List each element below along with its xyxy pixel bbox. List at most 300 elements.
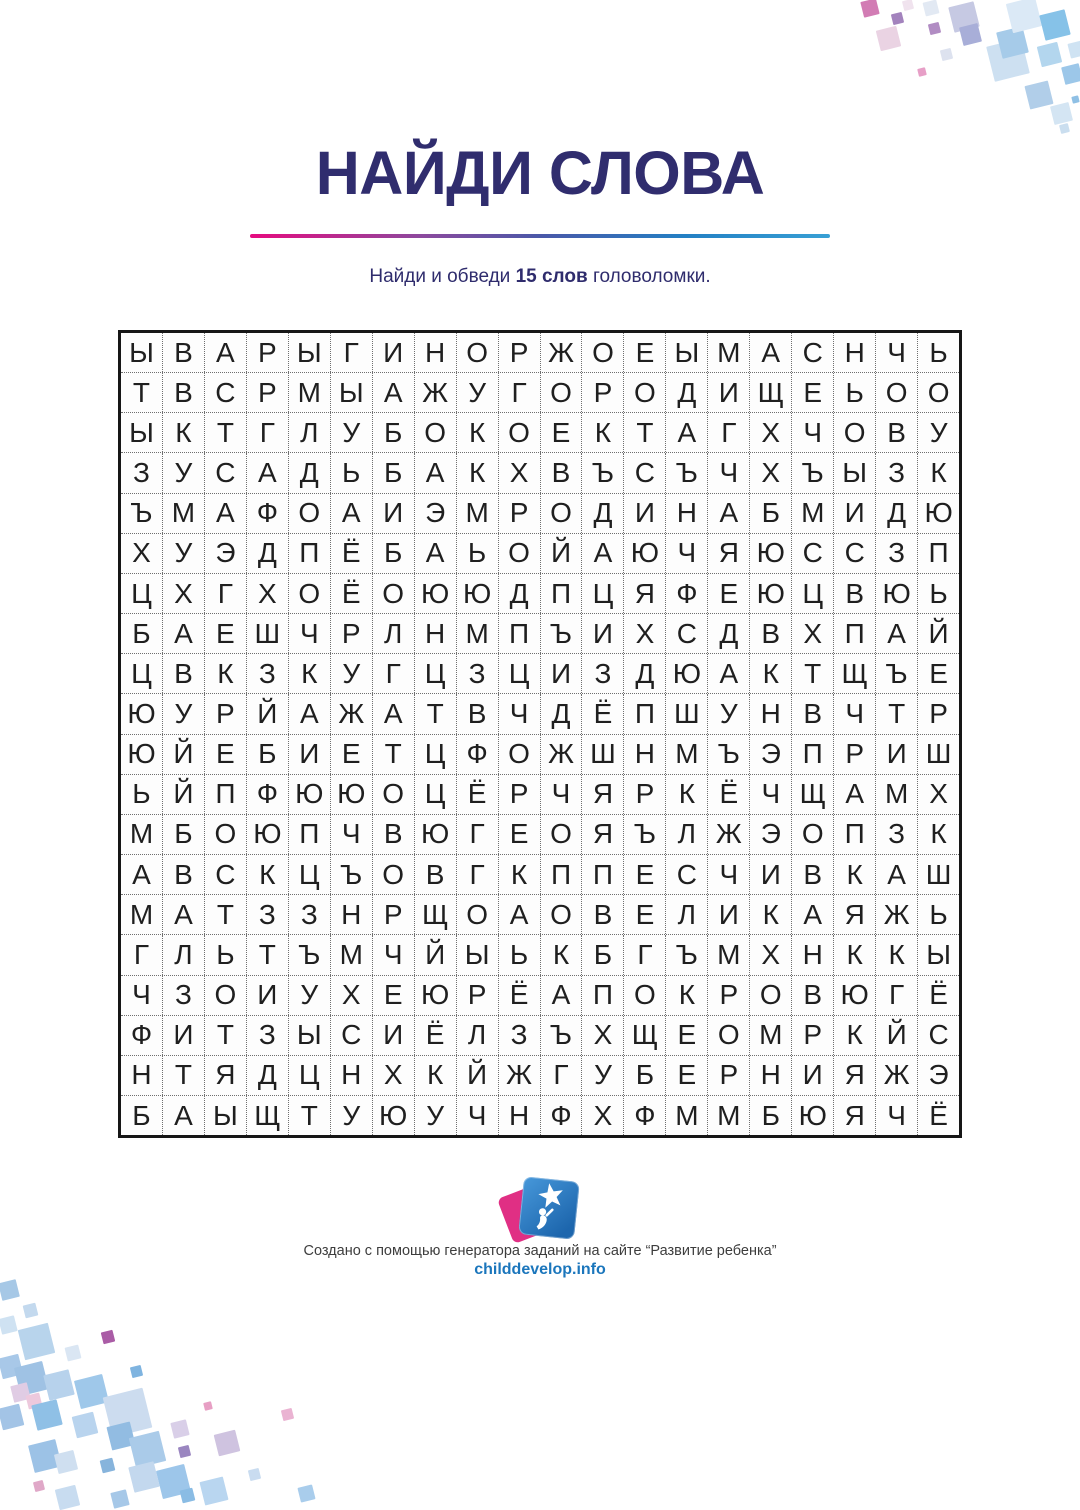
- grid-cell[interactable]: Ц: [499, 654, 541, 693]
- grid-cell[interactable]: У: [331, 1096, 373, 1135]
- grid-cell[interactable]: Ч: [876, 1096, 918, 1135]
- grid-cell[interactable]: Р: [708, 1056, 750, 1095]
- grid-cell[interactable]: И: [373, 1016, 415, 1055]
- grid-cell[interactable]: В: [373, 815, 415, 854]
- grid-cell[interactable]: О: [499, 413, 541, 452]
- grid-cell[interactable]: Ц: [121, 654, 163, 693]
- grid-cell[interactable]: Й: [415, 935, 457, 974]
- grid-cell[interactable]: Ч: [331, 815, 373, 854]
- grid-cell[interactable]: Ч: [666, 534, 708, 573]
- grid-cell[interactable]: И: [582, 614, 624, 653]
- grid-cell[interactable]: Ц: [792, 574, 834, 613]
- grid-cell[interactable]: Ц: [121, 574, 163, 613]
- grid-cell[interactable]: Ю: [121, 694, 163, 733]
- grid-cell[interactable]: З: [247, 654, 289, 693]
- grid-cell[interactable]: Ъ: [876, 654, 918, 693]
- grid-cell[interactable]: Щ: [415, 895, 457, 934]
- grid-cell[interactable]: Щ: [750, 373, 792, 412]
- site-link[interactable]: childdevelop.info: [474, 1261, 606, 1278]
- grid-cell[interactable]: Ж: [541, 333, 583, 372]
- grid-cell[interactable]: У: [331, 654, 373, 693]
- grid-cell[interactable]: М: [163, 494, 205, 533]
- grid-cell[interactable]: Р: [499, 333, 541, 372]
- grid-cell[interactable]: Д: [624, 654, 666, 693]
- grid-cell[interactable]: К: [876, 935, 918, 974]
- grid-cell[interactable]: Щ: [247, 1096, 289, 1135]
- grid-cell[interactable]: С: [205, 855, 247, 894]
- grid-cell[interactable]: Д: [247, 1056, 289, 1095]
- grid-cell[interactable]: А: [499, 895, 541, 934]
- grid-cell[interactable]: Х: [373, 1056, 415, 1095]
- grid-cell[interactable]: Ь: [929, 577, 948, 609]
- grid-cell[interactable]: Е: [624, 855, 666, 894]
- grid-cell[interactable]: З: [876, 534, 918, 573]
- grid-cell[interactable]: Н: [415, 333, 457, 372]
- grid-cell[interactable]: Г: [624, 935, 666, 974]
- grid-cell[interactable]: Р: [499, 775, 541, 814]
- grid-cell[interactable]: Я: [205, 1056, 247, 1095]
- grid-cell[interactable]: Б: [121, 1096, 163, 1135]
- grid-cell[interactable]: К: [163, 413, 205, 452]
- grid-cell[interactable]: О: [205, 976, 247, 1015]
- grid-cell[interactable]: Ъ: [792, 453, 834, 492]
- grid-cell[interactable]: О: [457, 333, 499, 372]
- grid-cell[interactable]: Ъ: [582, 453, 624, 492]
- grid-cell[interactable]: Ш: [247, 614, 289, 653]
- grid-cell[interactable]: Х: [792, 614, 834, 653]
- grid-cell[interactable]: Х: [750, 453, 792, 492]
- grid-cell[interactable]: Ч: [499, 694, 541, 733]
- grid-cell[interactable]: Ё: [708, 775, 750, 814]
- grid-cell[interactable]: Э: [750, 735, 792, 774]
- grid-cell[interactable]: Ч: [876, 333, 918, 372]
- grid-cell[interactable]: Р: [373, 895, 415, 934]
- grid-cell[interactable]: Щ: [834, 654, 876, 693]
- grid-cell[interactable]: Х: [121, 534, 163, 573]
- grid-cell[interactable]: Д: [541, 694, 583, 733]
- grid-cell[interactable]: Ц: [415, 654, 457, 693]
- grid-cell[interactable]: Р: [499, 494, 541, 533]
- grid-cell[interactable]: Х: [247, 574, 289, 613]
- grid-cell[interactable]: Г: [457, 815, 499, 854]
- grid-cell[interactable]: З: [499, 1016, 541, 1055]
- grid-cell[interactable]: А: [331, 494, 373, 533]
- grid-cell[interactable]: А: [121, 855, 163, 894]
- grid-cell[interactable]: Э: [415, 494, 457, 533]
- grid-cell[interactable]: Р: [834, 735, 876, 774]
- grid-cell[interactable]: Ы: [121, 413, 163, 452]
- grid-cell[interactable]: Ы: [457, 935, 499, 974]
- grid-cell[interactable]: К: [930, 457, 947, 489]
- grid-cell[interactable]: Ш: [925, 738, 952, 770]
- grid-cell[interactable]: Ъ: [541, 614, 583, 653]
- grid-cell[interactable]: И: [373, 494, 415, 533]
- grid-cell[interactable]: Ь: [499, 935, 541, 974]
- grid-cell[interactable]: Б: [373, 534, 415, 573]
- grid-cell[interactable]: Л: [457, 1016, 499, 1055]
- grid-cell[interactable]: О: [205, 815, 247, 854]
- grid-cell[interactable]: А: [834, 775, 876, 814]
- grid-cell[interactable]: Ю: [415, 574, 457, 613]
- grid-cell[interactable]: Х: [624, 614, 666, 653]
- grid-cell[interactable]: Д: [708, 614, 750, 653]
- grid-cell[interactable]: Ф: [247, 494, 289, 533]
- grid-cell[interactable]: В: [834, 574, 876, 613]
- grid-cell[interactable]: М: [666, 735, 708, 774]
- grid-cell[interactable]: П: [541, 855, 583, 894]
- grid-cell[interactable]: О: [834, 413, 876, 452]
- grid-cell[interactable]: З: [457, 654, 499, 693]
- grid-cell[interactable]: П: [499, 614, 541, 653]
- grid-cell[interactable]: В: [792, 694, 834, 733]
- grid-cell[interactable]: Е: [929, 657, 948, 689]
- grid-cell[interactable]: Б: [121, 614, 163, 653]
- grid-cell[interactable]: Н: [792, 935, 834, 974]
- grid-cell[interactable]: Ч: [373, 935, 415, 974]
- grid-cell[interactable]: В: [792, 976, 834, 1015]
- grid-cell[interactable]: Ю: [792, 1096, 834, 1135]
- grid-cell[interactable]: Ю: [415, 815, 457, 854]
- grid-cell[interactable]: Ш: [582, 735, 624, 774]
- grid-cell[interactable]: Е: [541, 413, 583, 452]
- grid-cell[interactable]: Т: [876, 694, 918, 733]
- grid-cell[interactable]: С: [666, 614, 708, 653]
- grid-cell[interactable]: О: [541, 373, 583, 412]
- grid-cell[interactable]: Н: [331, 1056, 373, 1095]
- grid-cell[interactable]: А: [792, 895, 834, 934]
- grid-cell[interactable]: Д: [582, 494, 624, 533]
- grid-cell[interactable]: Д: [876, 494, 918, 533]
- grid-cell[interactable]: Ф: [541, 1096, 583, 1135]
- grid-cell[interactable]: Я: [834, 895, 876, 934]
- grid-cell[interactable]: Ь: [929, 898, 948, 930]
- grid-cell[interactable]: Ё: [331, 574, 373, 613]
- grid-cell[interactable]: Ы: [205, 1096, 247, 1135]
- grid-cell[interactable]: Ы: [666, 333, 708, 372]
- grid-cell[interactable]: Р: [708, 976, 750, 1015]
- grid-cell[interactable]: К: [750, 895, 792, 934]
- grid-cell[interactable]: Ж: [499, 1056, 541, 1095]
- grid-cell[interactable]: К: [834, 855, 876, 894]
- grid-cell[interactable]: К: [289, 654, 331, 693]
- grid-cell[interactable]: Д: [499, 574, 541, 613]
- grid-cell[interactable]: Б: [582, 935, 624, 974]
- grid-cell[interactable]: Ю: [750, 574, 792, 613]
- grid-cell[interactable]: Ъ: [541, 1016, 583, 1055]
- grid-cell[interactable]: У: [929, 416, 948, 448]
- grid-cell[interactable]: П: [928, 537, 949, 569]
- grid-cell[interactable]: К: [205, 654, 247, 693]
- grid-cell[interactable]: М: [666, 1096, 708, 1135]
- grid-cell[interactable]: Ж: [415, 373, 457, 412]
- grid-cell[interactable]: Т: [121, 373, 163, 412]
- grid-cell[interactable]: Э: [750, 815, 792, 854]
- grid-cell[interactable]: К: [930, 818, 947, 850]
- grid-cell[interactable]: М: [289, 373, 331, 412]
- grid-cell[interactable]: В: [541, 453, 583, 492]
- grid-cell[interactable]: Э: [205, 534, 247, 573]
- grid-cell[interactable]: Б: [750, 1096, 792, 1135]
- grid-cell[interactable]: Т: [792, 654, 834, 693]
- grid-cell[interactable]: Ч: [289, 614, 331, 653]
- grid-cell[interactable]: Ь: [205, 935, 247, 974]
- grid-cell[interactable]: Л: [289, 413, 331, 452]
- grid-cell[interactable]: Р: [205, 694, 247, 733]
- grid-cell[interactable]: К: [499, 855, 541, 894]
- grid-cell[interactable]: Н: [121, 1056, 163, 1095]
- grid-cell[interactable]: Ж: [708, 815, 750, 854]
- grid-cell[interactable]: Ф: [624, 1096, 666, 1135]
- grid-cell[interactable]: А: [205, 494, 247, 533]
- grid-cell[interactable]: Ю: [624, 534, 666, 573]
- grid-cell[interactable]: П: [624, 694, 666, 733]
- grid-cell[interactable]: Т: [415, 694, 457, 733]
- grid-cell[interactable]: У: [163, 694, 205, 733]
- grid-cell[interactable]: С: [792, 333, 834, 372]
- grid-cell[interactable]: Ъ: [666, 453, 708, 492]
- grid-cell[interactable]: П: [289, 815, 331, 854]
- grid-cell[interactable]: Б: [750, 494, 792, 533]
- grid-cell[interactable]: Ё: [499, 976, 541, 1015]
- grid-cell[interactable]: Ч: [834, 694, 876, 733]
- grid-cell[interactable]: С: [666, 855, 708, 894]
- grid-cell[interactable]: Ч: [792, 413, 834, 452]
- grid-cell[interactable]: Ё: [331, 534, 373, 573]
- grid-cell[interactable]: Я: [834, 1056, 876, 1095]
- grid-cell[interactable]: А: [163, 614, 205, 653]
- grid-cell[interactable]: Ф: [121, 1016, 163, 1055]
- grid-cell[interactable]: Г: [121, 935, 163, 974]
- grid-cell[interactable]: Р: [624, 775, 666, 814]
- grid-cell[interactable]: Н: [666, 494, 708, 533]
- grid-cell[interactable]: Ц: [415, 775, 457, 814]
- grid-cell[interactable]: Г: [708, 413, 750, 452]
- grid-cell[interactable]: Ё: [582, 694, 624, 733]
- grid-cell[interactable]: Е: [708, 574, 750, 613]
- grid-cell[interactable]: К: [457, 413, 499, 452]
- grid-cell[interactable]: П: [289, 534, 331, 573]
- grid-cell[interactable]: Т: [624, 413, 666, 452]
- grid-cell[interactable]: Ю: [247, 815, 289, 854]
- grid-cell[interactable]: В: [163, 373, 205, 412]
- grid-cell[interactable]: Г: [876, 976, 918, 1015]
- grid-cell[interactable]: О: [289, 574, 331, 613]
- grid-cell[interactable]: Г: [541, 1056, 583, 1095]
- grid-cell[interactable]: С: [928, 1019, 949, 1051]
- grid-cell[interactable]: Щ: [624, 1016, 666, 1055]
- grid-cell[interactable]: Л: [163, 935, 205, 974]
- grid-cell[interactable]: Ы: [331, 373, 373, 412]
- grid-cell[interactable]: А: [415, 453, 457, 492]
- grid-cell[interactable]: М: [750, 1016, 792, 1055]
- grid-cell[interactable]: У: [415, 1096, 457, 1135]
- grid-cell[interactable]: А: [415, 534, 457, 573]
- grid-cell[interactable]: Ч: [121, 976, 163, 1015]
- grid-cell[interactable]: Ё: [929, 979, 948, 1011]
- grid-cell[interactable]: А: [708, 654, 750, 693]
- grid-cell[interactable]: А: [750, 333, 792, 372]
- grid-cell[interactable]: М: [708, 333, 750, 372]
- grid-cell[interactable]: Ш: [925, 858, 952, 890]
- grid-cell[interactable]: Е: [792, 373, 834, 412]
- grid-cell[interactable]: У: [708, 694, 750, 733]
- grid-cell[interactable]: Й: [876, 1016, 918, 1055]
- grid-cell[interactable]: К: [750, 654, 792, 693]
- grid-cell[interactable]: Й: [247, 694, 289, 733]
- grid-cell[interactable]: О: [415, 413, 457, 452]
- grid-cell[interactable]: А: [289, 694, 331, 733]
- grid-cell[interactable]: Л: [373, 614, 415, 653]
- grid-cell[interactable]: Ы: [289, 1016, 331, 1055]
- grid-cell[interactable]: З: [247, 895, 289, 934]
- grid-cell[interactable]: Ё: [929, 1099, 948, 1131]
- grid-cell[interactable]: Ь: [121, 775, 163, 814]
- grid-cell[interactable]: Н: [750, 694, 792, 733]
- grid-cell[interactable]: Н: [499, 1096, 541, 1135]
- grid-cell[interactable]: М: [708, 935, 750, 974]
- grid-cell[interactable]: А: [373, 694, 415, 733]
- grid-cell[interactable]: Ж: [876, 895, 918, 934]
- grid-cell[interactable]: Ч: [457, 1096, 499, 1135]
- grid-cell[interactable]: И: [624, 494, 666, 533]
- grid-cell[interactable]: И: [708, 373, 750, 412]
- grid-cell[interactable]: К: [582, 413, 624, 452]
- grid-cell[interactable]: Н: [331, 895, 373, 934]
- grid-cell[interactable]: О: [708, 1016, 750, 1055]
- grid-cell[interactable]: К: [666, 976, 708, 1015]
- grid-cell[interactable]: Ю: [457, 574, 499, 613]
- grid-cell[interactable]: Б: [247, 735, 289, 774]
- grid-cell[interactable]: К: [666, 775, 708, 814]
- grid-cell[interactable]: Р: [247, 333, 289, 372]
- grid-cell[interactable]: Е: [331, 735, 373, 774]
- grid-cell[interactable]: Ф: [247, 775, 289, 814]
- grid-cell[interactable]: Н: [834, 333, 876, 372]
- grid-cell[interactable]: М: [792, 494, 834, 533]
- grid-cell[interactable]: Ь: [929, 336, 948, 368]
- grid-cell[interactable]: Ы: [834, 453, 876, 492]
- grid-cell[interactable]: Т: [205, 895, 247, 934]
- grid-cell[interactable]: Ц: [415, 735, 457, 774]
- grid-cell[interactable]: Ю: [415, 976, 457, 1015]
- grid-cell[interactable]: А: [708, 494, 750, 533]
- grid-cell[interactable]: Т: [205, 413, 247, 452]
- grid-cell[interactable]: У: [289, 976, 331, 1015]
- grid-cell[interactable]: Ъ: [121, 494, 163, 533]
- grid-cell[interactable]: Я: [708, 534, 750, 573]
- grid-cell[interactable]: Ъ: [708, 735, 750, 774]
- grid-cell[interactable]: О: [582, 333, 624, 372]
- grid-cell[interactable]: Х: [750, 413, 792, 452]
- grid-cell[interactable]: М: [457, 614, 499, 653]
- grid-cell[interactable]: Ё: [457, 775, 499, 814]
- grid-cell[interactable]: У: [457, 373, 499, 412]
- grid-cell[interactable]: Й: [457, 1056, 499, 1095]
- grid-cell[interactable]: Й: [163, 735, 205, 774]
- grid-cell[interactable]: И: [750, 855, 792, 894]
- grid-cell[interactable]: Ъ: [624, 815, 666, 854]
- grid-cell[interactable]: А: [205, 333, 247, 372]
- grid-cell[interactable]: С: [205, 373, 247, 412]
- grid-cell[interactable]: А: [876, 855, 918, 894]
- grid-cell[interactable]: Л: [666, 895, 708, 934]
- grid-cell[interactable]: Я: [582, 775, 624, 814]
- grid-cell[interactable]: Ё: [415, 1016, 457, 1055]
- grid-cell[interactable]: Ш: [666, 694, 708, 733]
- grid-cell[interactable]: И: [834, 494, 876, 533]
- grid-cell[interactable]: Х: [499, 453, 541, 492]
- grid-cell[interactable]: З: [876, 815, 918, 854]
- grid-cell[interactable]: О: [541, 895, 583, 934]
- grid-cell[interactable]: Д: [666, 373, 708, 412]
- grid-cell[interactable]: Ю: [834, 976, 876, 1015]
- grid-cell[interactable]: О: [373, 574, 415, 613]
- grid-cell[interactable]: Р: [792, 1016, 834, 1055]
- grid-cell[interactable]: Ь: [834, 373, 876, 412]
- grid-cell[interactable]: З: [163, 976, 205, 1015]
- grid-cell[interactable]: З: [247, 1016, 289, 1055]
- grid-cell[interactable]: У: [163, 453, 205, 492]
- grid-cell[interactable]: Ы: [121, 333, 163, 372]
- grid-cell[interactable]: Б: [373, 413, 415, 452]
- grid-cell[interactable]: Н: [750, 1056, 792, 1095]
- grid-cell[interactable]: Г: [373, 654, 415, 693]
- grid-cell[interactable]: Л: [666, 815, 708, 854]
- grid-cell[interactable]: О: [792, 815, 834, 854]
- grid-cell[interactable]: М: [457, 494, 499, 533]
- grid-cell[interactable]: Ь: [331, 453, 373, 492]
- grid-cell[interactable]: Г: [247, 413, 289, 452]
- grid-cell[interactable]: К: [457, 453, 499, 492]
- grid-cell[interactable]: И: [247, 976, 289, 1015]
- grid-cell[interactable]: Х: [331, 976, 373, 1015]
- grid-cell[interactable]: А: [373, 373, 415, 412]
- grid-cell[interactable]: Ь: [457, 534, 499, 573]
- grid-cell[interactable]: Я: [624, 574, 666, 613]
- grid-cell[interactable]: А: [163, 1096, 205, 1135]
- grid-cell[interactable]: С: [792, 534, 834, 573]
- grid-cell[interactable]: О: [541, 494, 583, 533]
- grid-cell[interactable]: Г: [205, 574, 247, 613]
- grid-cell[interactable]: Ж: [541, 735, 583, 774]
- grid-cell[interactable]: Е: [666, 1016, 708, 1055]
- grid-cell[interactable]: З: [876, 453, 918, 492]
- grid-cell[interactable]: Щ: [792, 775, 834, 814]
- grid-cell[interactable]: П: [834, 614, 876, 653]
- grid-cell[interactable]: Ц: [289, 1056, 331, 1095]
- grid-cell[interactable]: А: [666, 413, 708, 452]
- grid-cell[interactable]: Ъ: [289, 935, 331, 974]
- grid-cell[interactable]: Н: [624, 735, 666, 774]
- grid-cell[interactable]: Д: [247, 534, 289, 573]
- grid-cell[interactable]: И: [708, 895, 750, 934]
- grid-cell[interactable]: В: [163, 654, 205, 693]
- grid-cell[interactable]: О: [373, 855, 415, 894]
- grid-cell[interactable]: Ж: [876, 1056, 918, 1095]
- grid-cell[interactable]: Ч: [750, 775, 792, 814]
- grid-cell[interactable]: А: [582, 534, 624, 573]
- grid-cell[interactable]: Ю: [121, 735, 163, 774]
- grid-cell[interactable]: Т: [373, 735, 415, 774]
- grid-cell[interactable]: К: [541, 935, 583, 974]
- grid-cell[interactable]: Х: [750, 935, 792, 974]
- grid-cell[interactable]: В: [163, 855, 205, 894]
- grid-cell[interactable]: Е: [205, 614, 247, 653]
- grid-cell[interactable]: Р: [457, 976, 499, 1015]
- grid-cell[interactable]: Ф: [666, 574, 708, 613]
- grid-cell[interactable]: Т: [205, 1016, 247, 1055]
- grid-cell[interactable]: В: [582, 895, 624, 934]
